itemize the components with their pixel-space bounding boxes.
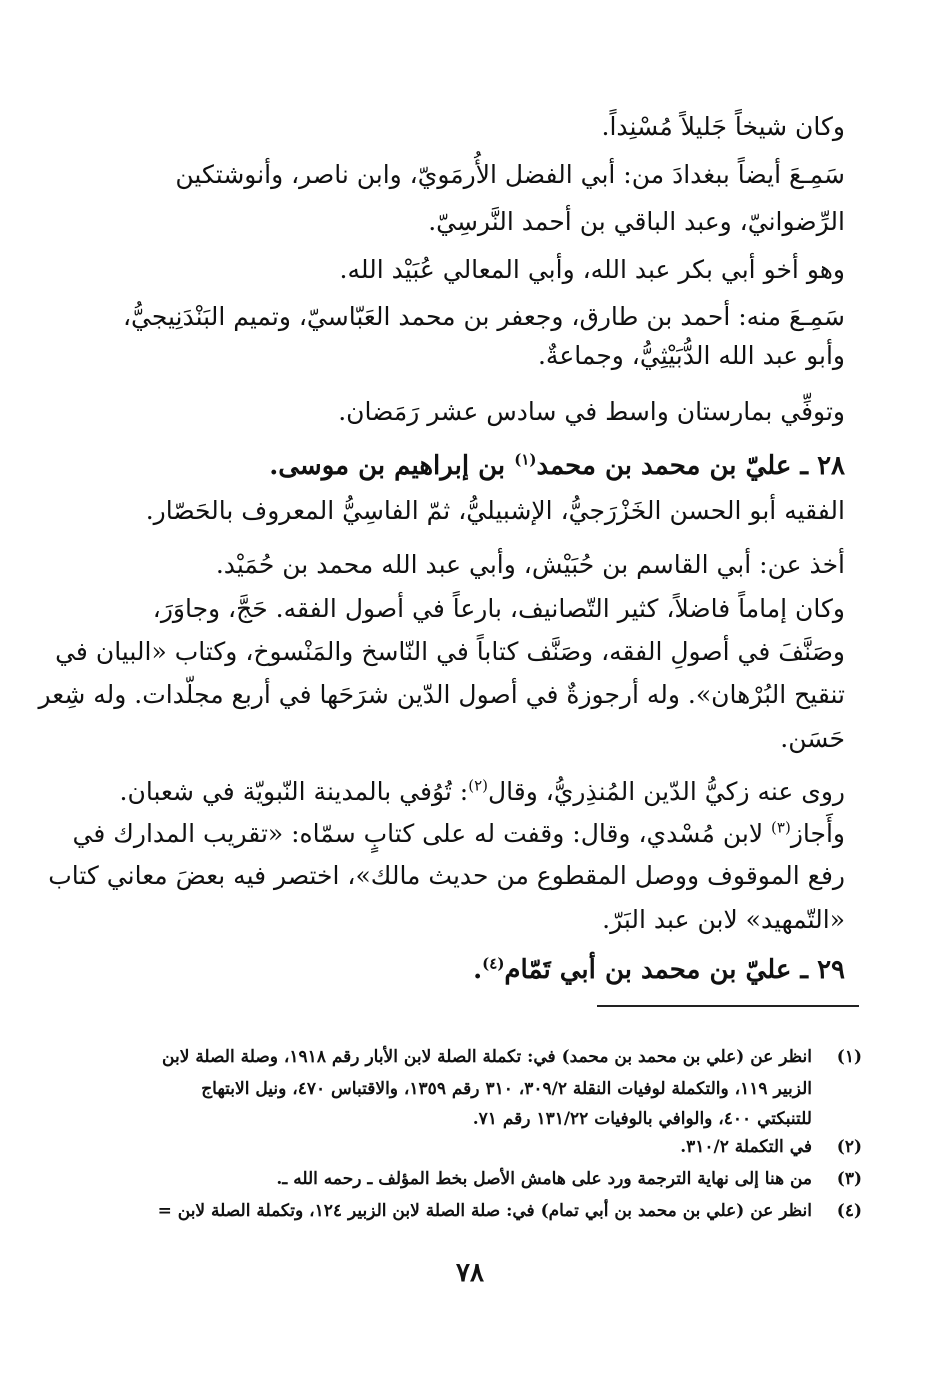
text-segment: روى عنه زكيُّ الدّين المُنذِريُّ، وقال <box>488 777 845 806</box>
footnote-ref: (٢) <box>468 776 488 795</box>
text-segment: : تُوُفي بالمدينة النّبويّة في شعبان. <box>119 777 469 806</box>
entry-heading-29 <box>120 950 845 990</box>
text-segment: وأَجاز <box>790 819 845 848</box>
page-number: ٧٨ <box>456 1258 484 1288</box>
footnote-1 <box>120 1042 862 1072</box>
footnote-1-line3: للتنبكتي ٤٠٠، والوافي بالوفيات ١٣١/٢٢ رقم ٧١. <box>472 1109 812 1129</box>
footnote-text: انظر عن (علي بن محمد بن أبي تمام) في: صلة الصلة لابن الزبير ١٢٤، وتكملة الصلة لابن = <box>157 1201 812 1221</box>
footnote-text: من هنا إلى نهاية الترجمة ورد على هامش الأصل بخط المؤلف ـ رحمه الله ـ. <box>276 1169 812 1189</box>
body-line: «التّمهيد» لابن عبد البَرّ. <box>602 905 845 934</box>
body-line: وكان إماماً فاضلاً، كثير التّصانيف، بارعاً في أصول الفقه. حَجَّ، وجاوَرَ، <box>152 594 845 623</box>
footnote-ref: (٣) <box>771 818 791 837</box>
footnote-number: (٣) <box>836 1169 862 1189</box>
footnote-3 <box>120 1164 862 1194</box>
body-line: أخذ عن: أبي القاسم بن حُبَيْش، وأبي عبد الله محمد بن حُمَيْد. <box>215 550 845 579</box>
body-line: الفقيه أبو الحسن الخَزْرَجيُّ، الإشبيليُّ، ثمّ الفاسِيُّ المعروف بالحَصّار. <box>145 496 845 525</box>
footnote-separator <box>597 1005 859 1007</box>
footnote-number: (٢) <box>836 1137 862 1157</box>
entry-title: ٢٨ ـ عليّ بن محمد بن محمد <box>536 451 845 481</box>
footnote-text: انظر عن (علي بن محمد بن محمد) في: تكملة الصلة لابن الأبار رقم ١٩١٨، وصلة الصلة لابن <box>162 1047 812 1067</box>
body-line: وكان شيخاً جَليلاً مُسْنِداً. <box>601 112 845 141</box>
body-line <box>120 772 845 812</box>
footnote-text: في التكملة ٣١٠/٢. <box>680 1137 812 1157</box>
body-line: تنقيح البُرْهان». وله أرجوزةٌ في أصول الدّين شرَحَها في أربع مجلّدات. وله شِعر <box>38 680 845 709</box>
body-line: سَمِـعَ أيضاً ببغدادَ من: أبي الفضل الأُرمَويّ، وابن ناصر، وأنوشتكين <box>175 160 845 189</box>
body-line: وأبو عبد الله الدُّبَيْثِيُّ، وجماعةٌ. <box>537 341 845 370</box>
entry-title-rest: بن إبراهيم بن موسى. <box>269 451 515 481</box>
body-line: سَمِـعَ منه: أحمد بن طارق، وجعفر بن محمد العَبّاسيّ، وتميم البَنْدَنِيجيُّ، <box>122 302 845 331</box>
body-line: حَسَن. <box>780 724 845 753</box>
footnote-ref: (١) <box>514 450 537 469</box>
footnote-2 <box>120 1132 862 1162</box>
body-line: رفع الموقوف ووصل المقطوع من حديث مالك»، اختصر فيه بعضَ معاني كتاب <box>48 861 845 890</box>
footnote-4 <box>120 1196 862 1226</box>
entry-heading-28 <box>120 446 845 486</box>
body-line: وتوفِّي بمارستان واسط في سادس عشر رَمَضان. <box>338 397 845 426</box>
footnote-ref: (٤) <box>482 954 505 973</box>
entry-title-end: . <box>473 955 483 985</box>
footnote-number: (٤) <box>836 1201 862 1221</box>
body-line: وهو أخو أبي بكر عبد الله، وأبي المعالي عُبَيْد الله. <box>339 255 845 284</box>
entry-title: ٢٩ ـ عليّ بن محمد بن أبي تَمّام <box>504 955 845 985</box>
body-line: وصَنَّفَ في أصولِ الفقه، وصَنَّف كتاباً في النّاسخ والمَنْسوخ، وكتاب «البيان في <box>55 637 845 666</box>
body-line: الرِّضوانيّ، وعبد الباقي بن أحمد النَّرسِيّ. <box>428 207 845 236</box>
footnote-1-line2: الزبير ١١٩، والتكملة لوفيات النقلة ٣٠٩/٢، ٣١٠ رقم ١٣٥٩، والاقتباس ٤٧٠، ونيل الابتهاج <box>201 1079 812 1099</box>
text-segment: لابن مُسْدي، وقال: وقفت له على كتابٍ سمّاه: «تقريب المدارك في <box>72 819 772 848</box>
body-line <box>72 814 845 854</box>
footnote-number: (١) <box>836 1047 862 1067</box>
